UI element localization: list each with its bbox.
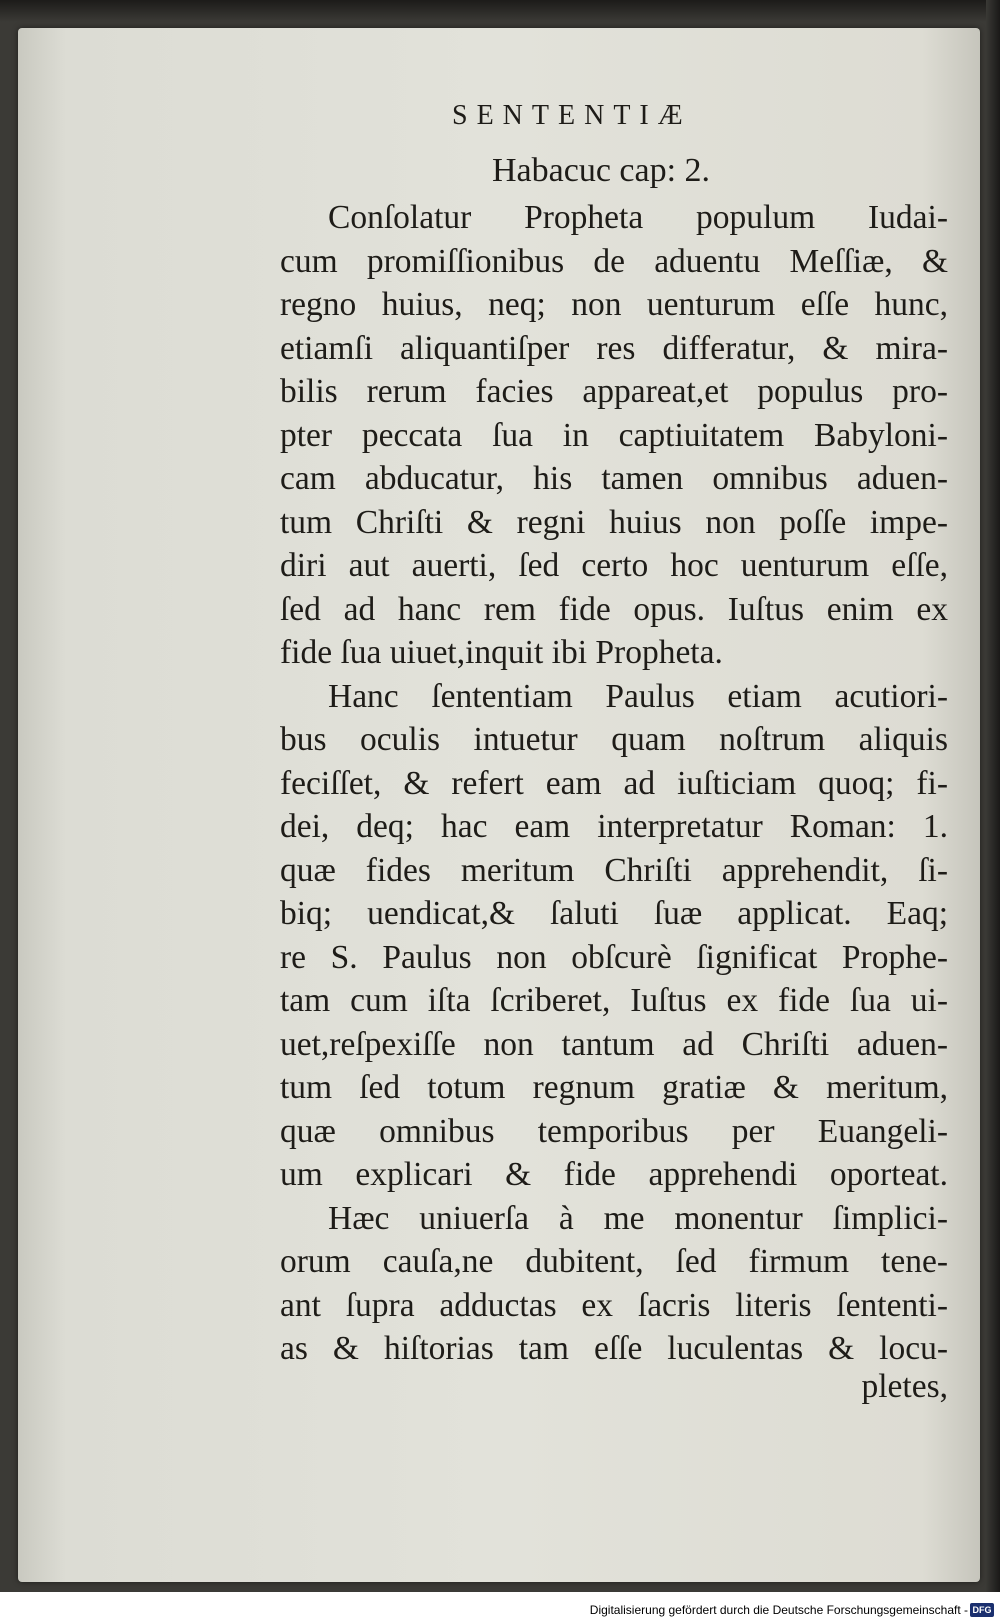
chapter-heading: Habacuc cap: 2. (492, 152, 711, 189)
text-line: uet,reſpexiſſe non tantum ad Chriſti aduen- (280, 1025, 948, 1063)
text-line: ant ſupra adductas ex ſacris literis ſententi- (280, 1286, 948, 1324)
text-line: biq; uendicat,& ſaluti ſuæ applicat. Eaq; (280, 895, 948, 932)
text-line: Hanc ſententiam Paulus etiam acutiori- (328, 677, 948, 715)
text-line: quæ fides meritum Chriſti apprehendit, ſi- (280, 851, 948, 889)
text-line: bilis rerum facies appareat,et populus pro- (280, 373, 948, 410)
text-line: dei, deq; hac eam interpretatur Roman: 1. (280, 808, 948, 845)
text-line: Hæc uniuerſa à me monentur ſimplici- (328, 1199, 948, 1237)
text-line: quæ omnibus temporibus per Euangeli- (280, 1112, 948, 1150)
text-line: diri aut auerti, ſed certo hoc uenturum eſſe, (280, 547, 948, 584)
text-line: feciſſet, & refert eam ad iuſticiam quoq; fi- (280, 764, 948, 802)
text-line: ſed ad hanc rem fide opus. Iuſtus enim ex (280, 590, 948, 628)
text-line: fide ſua uiuet,inquit ibi Propheta. (280, 634, 723, 671)
text-line: cum promiſſionibus de aduentu Meſſiæ, & (280, 242, 948, 280)
catchword: pletes, (861, 1368, 948, 1405)
text-line: re S. Paulus non obſcurè ſignificat Prophe- (280, 938, 948, 976)
text-line: cam abducatur, his tamen omnibus aduen- (280, 460, 948, 497)
scan-top-edge (0, 0, 1000, 22)
digitization-credit: Digitalisierung gefördert durch die Deutsche Forschungsgemeinschaft - (589, 1603, 968, 1617)
text-line: orum cauſa,ne dubitent, ſed firmum tene- (280, 1243, 948, 1280)
text-line: as & hiſtorias tam eſſe luculentas & locu- (280, 1330, 948, 1367)
text-line: tum ſed totum regnum gratiæ & meritum, (280, 1069, 948, 1106)
text-line: regno huius, neq; non uenturum eſſe hunc, (280, 286, 948, 323)
text-line: pter peccata ſua in captiuitatem Babyloni- (280, 416, 948, 454)
text-line: tum Chriſti & regni huius non poſſe impe- (280, 503, 948, 541)
body-text (280, 196, 948, 1416)
dfg-logo: DFG (970, 1603, 994, 1617)
text-line: um explicari & fide apprehendi oporteat. (280, 1156, 948, 1193)
text-line: bus oculis intuetur quam noſtrum aliquis (280, 721, 948, 758)
text-line: Conſolatur Propheta populum Iudai- (328, 199, 948, 236)
text-line: etiamſi aliquantiſper res differatur, & mira- (280, 329, 948, 367)
running-head: SENTENTIÆ (452, 100, 692, 131)
scan-right-edge (986, 0, 1000, 1600)
text-line: tam cum iſta ſcriberet, Iuſtus ex fide ſua ui- (280, 982, 948, 1019)
